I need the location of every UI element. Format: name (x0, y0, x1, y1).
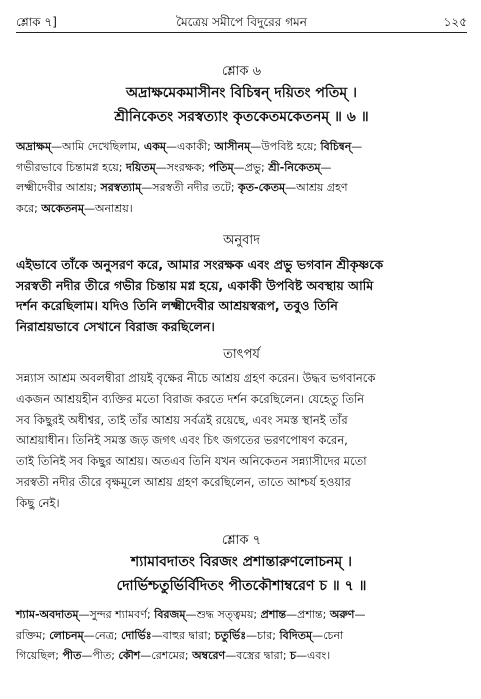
synonym-meaning: লক্ষ্মীদেবীর আশ্রয়; (16, 181, 101, 194)
translation-text (16, 255, 467, 337)
shloka-7-line-2: দোর্ভিশ্চতুর্ভির্বিদিতং পীতকৌশাম্বরেণ চ ॥ ৭ ॥ (116, 578, 367, 594)
synonym-word: প্রশান্ত (260, 608, 287, 621)
synonym-word: দয়িতম্ (125, 160, 156, 174)
synonym-word: কৃত-কেতম্ (238, 181, 286, 194)
synonym-line (16, 137, 467, 158)
purport-line: সন্ন্যাস আশ্রম অবলম্বীরা প্রায়ই বৃক্ষের নীচে আশ্রয় গ্রহণ করেন। উদ্ধব ভগবানকে (16, 371, 376, 385)
synonym-word: বিদিতম্ (279, 628, 313, 642)
synonym-line (16, 605, 467, 626)
purport-line: তাই তিনিই সব কিছুর আশ্রয়। অতএব তিনি যখন অনিকেতন সন্ন্যাসীদের মতো (16, 454, 367, 469)
synonym-meaning: —চেনা (312, 628, 344, 642)
synonym-meaning: —প্রশান্ত; (286, 608, 330, 621)
synonyms-6 (16, 137, 467, 219)
synonym-meaning: —নেত্র; (83, 628, 121, 642)
synonym-word: বিচিন্বন্ (320, 140, 352, 153)
synonym-meaning: —এবং। (295, 649, 331, 662)
translation-line: দর্শন করেছিলাম। যদিও তিনি লক্ষ্মীদেবীর আশ্রয়স্বরূপ, তবুও তিনি (16, 298, 338, 313)
translation-line: নিরাশ্রয়ভাবে সেখানে বিরাজ করছিলেন। (16, 318, 215, 334)
shloka-6-line-2: শ্রীনিকেতং সরস্বত্যাং কৃতকেতমকেতনম্ ॥ ৬ ॥ (114, 109, 369, 125)
synonym-line (16, 626, 467, 647)
synonym-meaning: গভীরভাবে চিন্তামগ্ন হয়ে; (16, 160, 126, 174)
purport-line: সব কিছুরই অধীশ্বর, তাই তাঁর আশ্রয় সর্বত্রই রয়েছে, এবং সমস্ত স্থানই তাঁর (16, 412, 348, 427)
synonym-word: অম্বরেণ (192, 649, 226, 662)
translation-heading: অনুবাদ (223, 233, 260, 248)
synonym-meaning: —সরস্বতী নদীর তটে; (141, 181, 239, 194)
purport-line: আশ্রয়াধীন। তিনিই সমস্ত জড় জগৎ এবং চিৎ জগতের ভরণপোষণ করেন, (16, 433, 348, 448)
synonym-word: অরুণ (329, 608, 355, 621)
synonym-meaning: —অনাশ্রয়। (83, 201, 133, 215)
shloka-6-line-1: অদ্রাক্ষমেকমাসীনং বিচিন্বন্ দয়িতং পতিম্ । (125, 85, 358, 101)
synonym-meaning: —বাহুর দ্বারা; (151, 628, 215, 642)
synonym-meaning: —শুদ্ধ সত্ত্বময়; (185, 608, 261, 621)
synonym-meaning: —পীত; (81, 649, 119, 662)
synonym-word: দোর্ভিঃ (121, 628, 152, 642)
purport-text (16, 368, 467, 514)
synonym-line (16, 158, 467, 179)
synonym-meaning: গিয়েছিল; (16, 649, 63, 662)
synonym-word: চ (290, 649, 296, 662)
running-header (16, 14, 467, 32)
synonym-word: একম্ (143, 140, 166, 153)
synonym-meaning: —উপবিষ্ট হয়ে; (250, 140, 321, 153)
synonym-line (16, 646, 467, 667)
synonym-meaning: রক্তিম; (16, 628, 50, 642)
synonym-meaning: —প্রভু; (233, 160, 269, 174)
synonym-meaning: —চার; (246, 628, 280, 642)
shloka-7-heading: শ্লোক ৭ (221, 533, 262, 548)
shloka-7-line-1: শ্যামাবদাতং বিরজং প্রশান্তারুণলোচনম্ । (130, 554, 353, 570)
translation-line: এইভাবে তাঁকে অনুসরণ করে, আমার সংরক্ষক এবং প্রভু ভগবান শ্রীকৃষ্ণকে (16, 257, 384, 272)
purport-heading: তাৎপর্য (223, 347, 260, 362)
synonym-word: শ্যাম-অবদাতম্ (16, 608, 79, 621)
header-chapter-title: মৈত্রেয় সমীপে বিদুরের গমন (176, 15, 307, 29)
synonym-word: কৌশ (118, 649, 141, 662)
shloka-6-heading: শ্লোক ৬ (221, 64, 262, 79)
synonym-meaning: —রেশমের; (140, 649, 193, 662)
header-verse-ref: শ্লোক ৭] (16, 15, 57, 29)
synonym-word: লোচনম্ (49, 628, 84, 642)
synonym-word: অকেতনম্ (41, 201, 84, 215)
purport-line: সরস্বতী নদীর তীরে বৃক্ষমূলে আশ্রয় গ্রহণ করেছিলেন, তাতে আশ্চর্য হওয়ার (16, 474, 351, 489)
synonym-word: পতিম্ (208, 160, 234, 174)
purport-line: একজন আশ্রয়হীন ব্যক্তির মতো বিরাজ করতে দর্শন করেছিলেন। যেহেতু তিনি (16, 391, 365, 406)
translation-line: সরস্বতী নদীর তীরে গভীর চিন্তায় মগ্ন হয়ে, একাকী উপবিষ্ট অবস্থায় আমি (16, 277, 374, 293)
synonym-line (16, 178, 467, 199)
synonym-meaning: — (351, 140, 363, 153)
synonym-word: বিরজম্ (154, 608, 186, 621)
synonym-meaning: — (354, 608, 366, 621)
page-number: ১২৫ (443, 15, 467, 29)
synonyms-7 (16, 605, 467, 667)
synonym-word: আসীনম্ (214, 140, 251, 153)
synonym-meaning: —আমি দেখেছিলাম, (51, 140, 144, 153)
synonym-meaning: —বস্ত্রের দ্বারা; (225, 649, 291, 662)
synonym-word: পীত (62, 649, 82, 662)
synonym-meaning: — (320, 160, 332, 174)
synonym-meaning: —একাকী; (166, 140, 215, 153)
synonym-word: সরস্বত্যাম্ (100, 181, 142, 194)
synonym-meaning: —আশ্রয় গ্রহণ (285, 181, 348, 194)
synonym-word: চতুর্ভিঃ (214, 628, 247, 642)
purport-line: কিছু নেই। (16, 495, 60, 510)
synonym-word: শ্রী-নিকেতম্ (268, 160, 321, 174)
synonym-meaning: —সুন্দর শ্যামবর্ণ; (78, 608, 155, 621)
synonym-word: অদ্রাক্ষম্ (16, 140, 52, 153)
synonym-meaning: করে; (16, 201, 42, 215)
synonym-line (16, 199, 467, 220)
synonym-meaning: —সংরক্ষক; (155, 160, 209, 174)
header-rule (16, 32, 467, 33)
